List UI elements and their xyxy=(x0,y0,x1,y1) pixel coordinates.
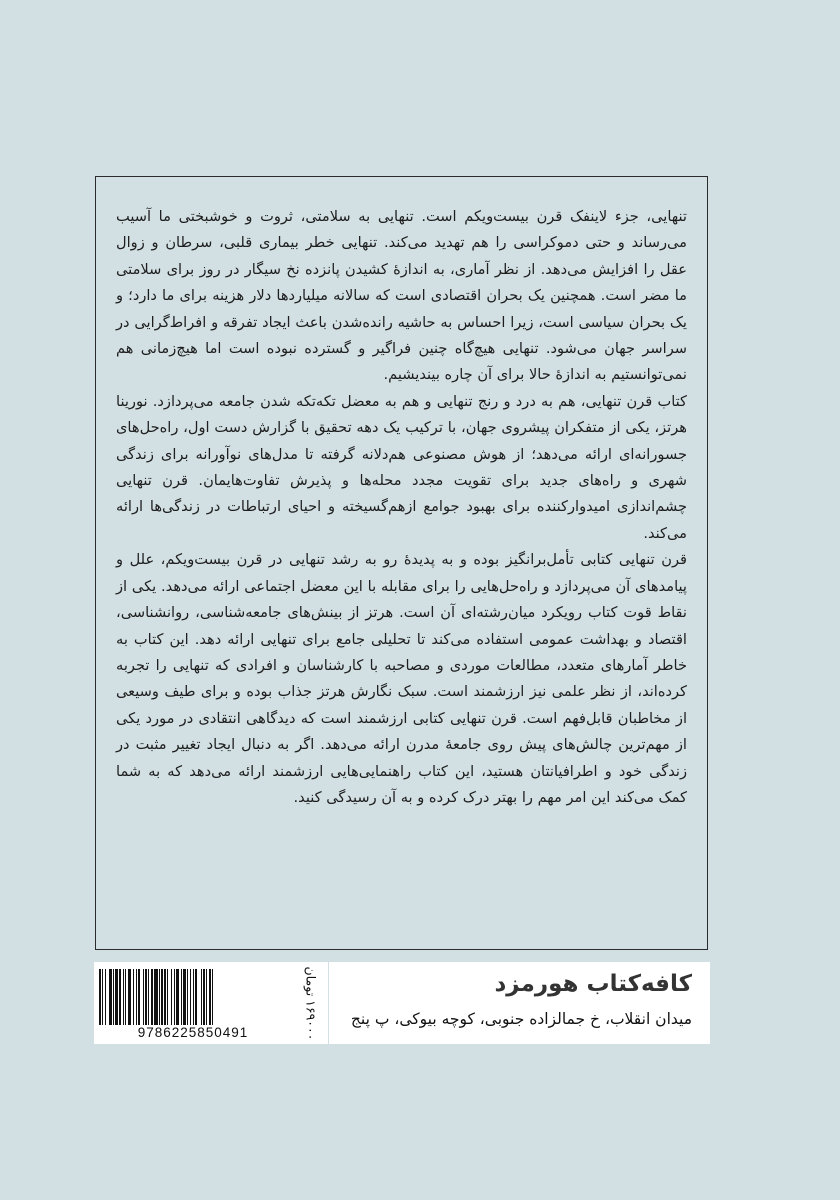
isbn-number: 9786225850491 xyxy=(137,1025,249,1040)
description-paragraph-1: تنهایی، جزء لاینفک قرن بیست‌ویکم است. تنهایی به سلامتی، ثروت و خوشبختی ما آسیب می‌رساند و حتی دموکراسی را هم تهدید می‌کند. تنهایی خطر بیماری قلبی، سرطان و زوال عقل را افزایش می‌دهد. از نظر آماری، به اندازهٔ کشیدن پانزده نخ سیگار در روز برای سلامتی ما مضر است. همچنین یک بحران اقتصادی است که سالانه میلیاردها دلار هزینه برای ما دارد؛ و یک بحران سیاسی است، زیرا احساس به حاشیه رانده‌شدن باعث ایجاد تفرقه و افراط‌گرایی در سراسر جهان می‌شود. تنهایی هیچ‌گاه چنین فراگیر و گسترده نبوده است اما هیچ‌زمانی هم نمی‌توانستیم به اندازهٔ حالا برای آن چاره بیندیشیم. xyxy=(116,208,687,384)
book-description xyxy=(116,204,687,811)
barcode-bar xyxy=(213,969,216,1025)
barcode-bars xyxy=(99,969,289,1025)
publisher-name: کافه‌کتاب هورمزد xyxy=(494,971,692,997)
description-paragraph-3: قرن تنهایی کتابی تأمل‌برانگیز بوده و به پدیدهٔ رو به‌ رشد تنهایی در قرن بیست‌ویکم، علل و پیامدهای آن می‌پردازد و راه‌حل‌هایی را برای مقابله با این معضل اجتماعی ارائه می‌دهد. یکی از نقاط قوت کتاب رویکرد میان‌رشته‌ای آن است. هرتز از بینش‌های جامعه‌شناسی، روانشناسی، اقتصاد و بهداشت عمومی استفاده می‌کند تا تحلیلی جامع برای تنهایی ارائه دهد. این کتاب به خاطر آمارهای متعدد، مطالعات موردی و مصاحبه با کارشناسان و افرادی که تنهایی را تجربه کرده‌اند، از نظر علمی نیز ارزشمند است. سبک نگارش هرتز جذاب بوده و برای طیف وسیعی از مخاطبان قابل‌فهم است. قرن تنهایی کتابی ارزشمند است که دیدگاهی انتقادی در مورد یکی از مهم‌ترین چالش‌های پیش روی جامعهٔ مدرن ارائه می‌دهد. اگر به دنبال ایجاد تغییر مثبت در زندگی خود و اطرافیانتان هستید، این کتاب راهنمایی‌هایی ارزشمند ارائه می‌دهد که به شما کمک می‌کند این امر مهم را بهتر درک کرده و به آن رسیدگی کنید. xyxy=(116,551,687,806)
description-paragraph-2: کتاب قرن تنهایی، هم به درد و رنج تنهایی و هم به معضل تکه‌تکه شدن جامعه می‌پردازد. نورینا هرتز، یکی از متفکران پیشروی جهان، با ترکیب یک دهه تحقیق با گزارش دست اول، راه‌حل‌های جسورانه‌ای ارائه می‌دهد؛ از هوش مصنوعی هم‌دلانه گرفته تا مدل‌های نوآورانه برای زندگی شهری و راه‌های جدید برای تقویت مجدد محله‌ها و پذیرش تفاوت‌هایمان. قرن تنهایی چشم‌اندازی امیدوارکننده برای بهبود جوامع ازهم‌گسیخته و احیای ارتباطات در زندگی‌ها ارائه می‌کند. xyxy=(116,392,687,542)
publisher-label xyxy=(329,962,710,1044)
publisher-address: میدان انقلاب، خ جمالزاده جنوبی، کوچه بیوکی، پ پنج xyxy=(350,1010,692,1028)
barcode-label xyxy=(94,962,328,1044)
price-label xyxy=(298,966,324,1040)
back-cover-text-frame xyxy=(95,176,708,950)
price-text: ۱۶۹۰۰۰ تومان xyxy=(303,966,319,1040)
